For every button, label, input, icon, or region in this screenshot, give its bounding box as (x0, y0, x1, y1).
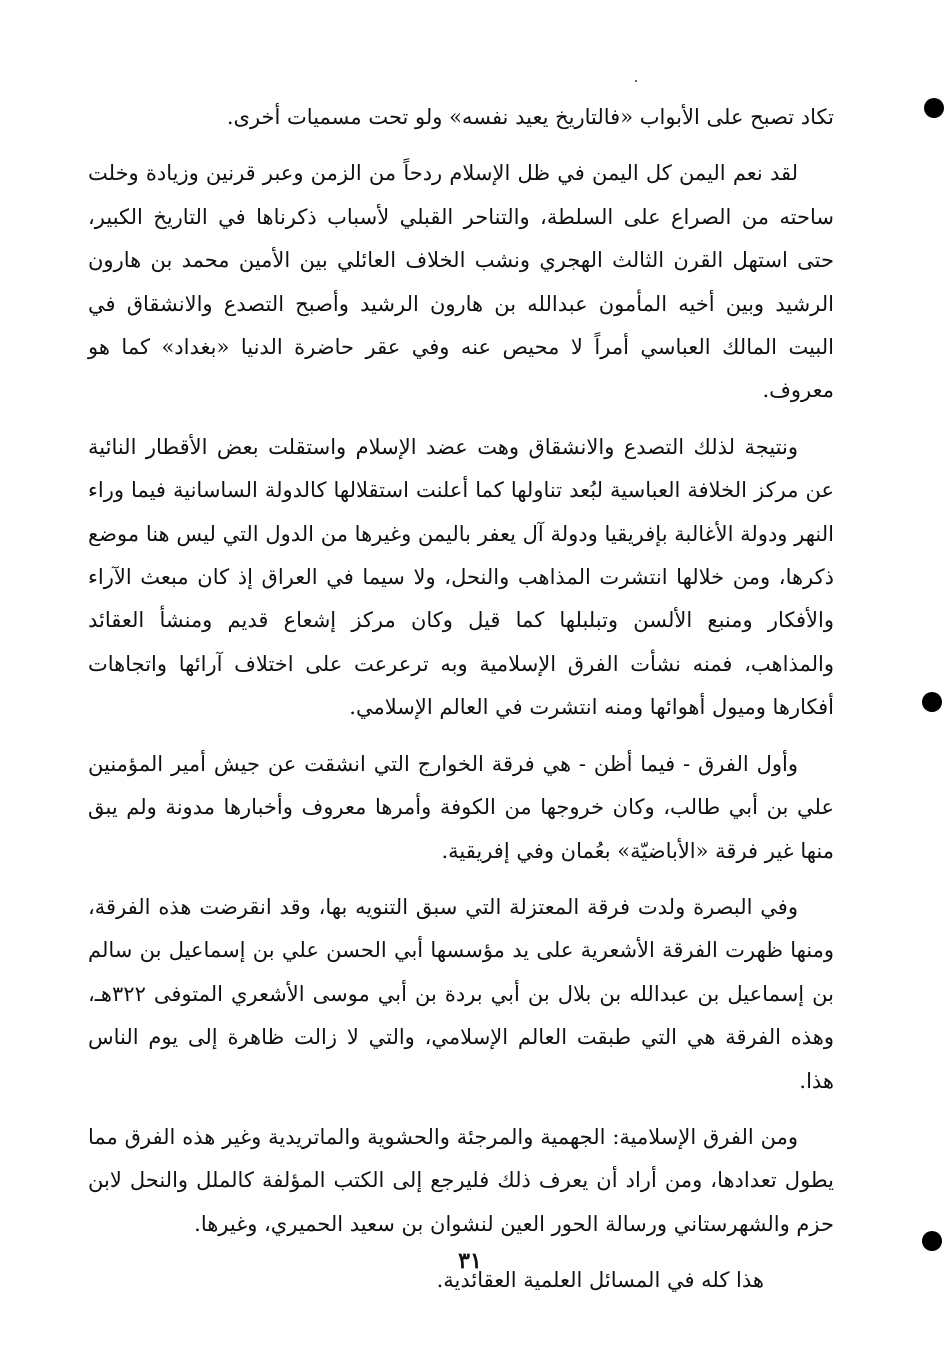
paragraph-yemen-islam: لقد نعم اليمن كل اليمن في ظل الإسلام ردحاً من الزمن وعبر قرنين وزيادة وخلت ساحته من الصراع على السلطة، والتناحر القبلي لأسباب ذكرناها في التاريخ الكبير، حتى استهل القرن الثالث الهجري ونشب الخلاف العائلي بين الأمين محمد بن هارون الرشيد وبين أخيه المأمون عبدالله بن هارون الرشيد وأصبح التصدع والانشقاق في البيت المالك العباسي أمراً لا محيص عنه وفي عقر حاضرة الدنيا «بغداد» كما هو معروف. (88, 161, 834, 403)
paragraph-mutazila-ashari: وفي البصرة ولدت فرقة المعتزلة التي سبق التنويه بها، وقد انقرضت هذه الفرقة، ومنها ظهرت الفرقة الأشعرية على يد مؤسسها أبي الحسن علي بن إسماعيل بن سالم بن إسماعيل بن عبدالله بن بلال بن أبي بردة بن أبي موسى الأشعري المتوفى ٣٢٢هـ، وهذه الفرقة هي التي طبقت العالم الإسلامي، والتي لا زالت ظاهرة إلى يوم الناس هذا. (88, 894, 834, 1093)
binding-hole-top (924, 98, 944, 118)
page-number: ٣١ (458, 1248, 482, 1274)
body-text (88, 96, 834, 1316)
binding-hole-middle (922, 692, 942, 712)
paragraph-continuation: تكاد تصبح على الأبواب «فالتاريخ يعيد نفسه» ولو تحت مسميات أخرى. (226, 105, 834, 129)
paragraph-closing: هذا كله في المسائل العلمية العقائدية. (436, 1268, 764, 1293)
paragraph-other-sects: ومن الفرق الإسلامية: الجهمية والمرجئة والحشوية والماتريدية وغير هذه الفرق مما يطول تعدادها، ومن أراد أن يعرف ذلك فليرجع إلى الكتب المؤلفة كالملل والنحل لابن حزم والشهرستاني ورسالة الحور العين لنشوان بن سعيد الحميري، وغيرها. (88, 1124, 834, 1236)
scan-speck (635, 80, 637, 82)
paragraph-khawarij: وأول الفرق - فيما أظن - هي فرقة الخوارج التي انشقت عن جيش أمير المؤمنين علي بن أبي طالب، وكان خروجها من الكوفة وأمرها معروف وأخبارها مدونة ولم يبق منها غير فرقة «الأباضيّة» بعُمان وفي إفريقية. (88, 751, 834, 863)
binding-hole-bottom (922, 1231, 942, 1251)
paragraph-rift-consequences: ونتيجة لذلك التصدع والانشقاق وهت عضد الإسلام واستقلت بعض الأقطار النائية عن مركز الخلافة العباسية لبُعد تناولها كما أعلنت استقلالها كالدولة الساسانية فيما وراء النهر ودولة الأغالبة بإفريقيا ودولة آل يعفر باليمن وغيرها من الدول التي ليس هنا موضع ذكرها، ومن خلالها انتشرت المذاهب والنحل، ولا سيما في العراق إذ كان مبعث الآراء والأفكار ومنبع الألسن وتبلبلها كما قيل وكان مركز إشعاع قديم ومنشأ العقائد والمذاهب، فمنه نشأت الفرق الإسلامية وبه ترعرعت على اختلاف آرائها واتجاهات أفكارها وميول أهوائها ومنه انتشرت في العالم الإسلامي. (88, 434, 834, 720)
